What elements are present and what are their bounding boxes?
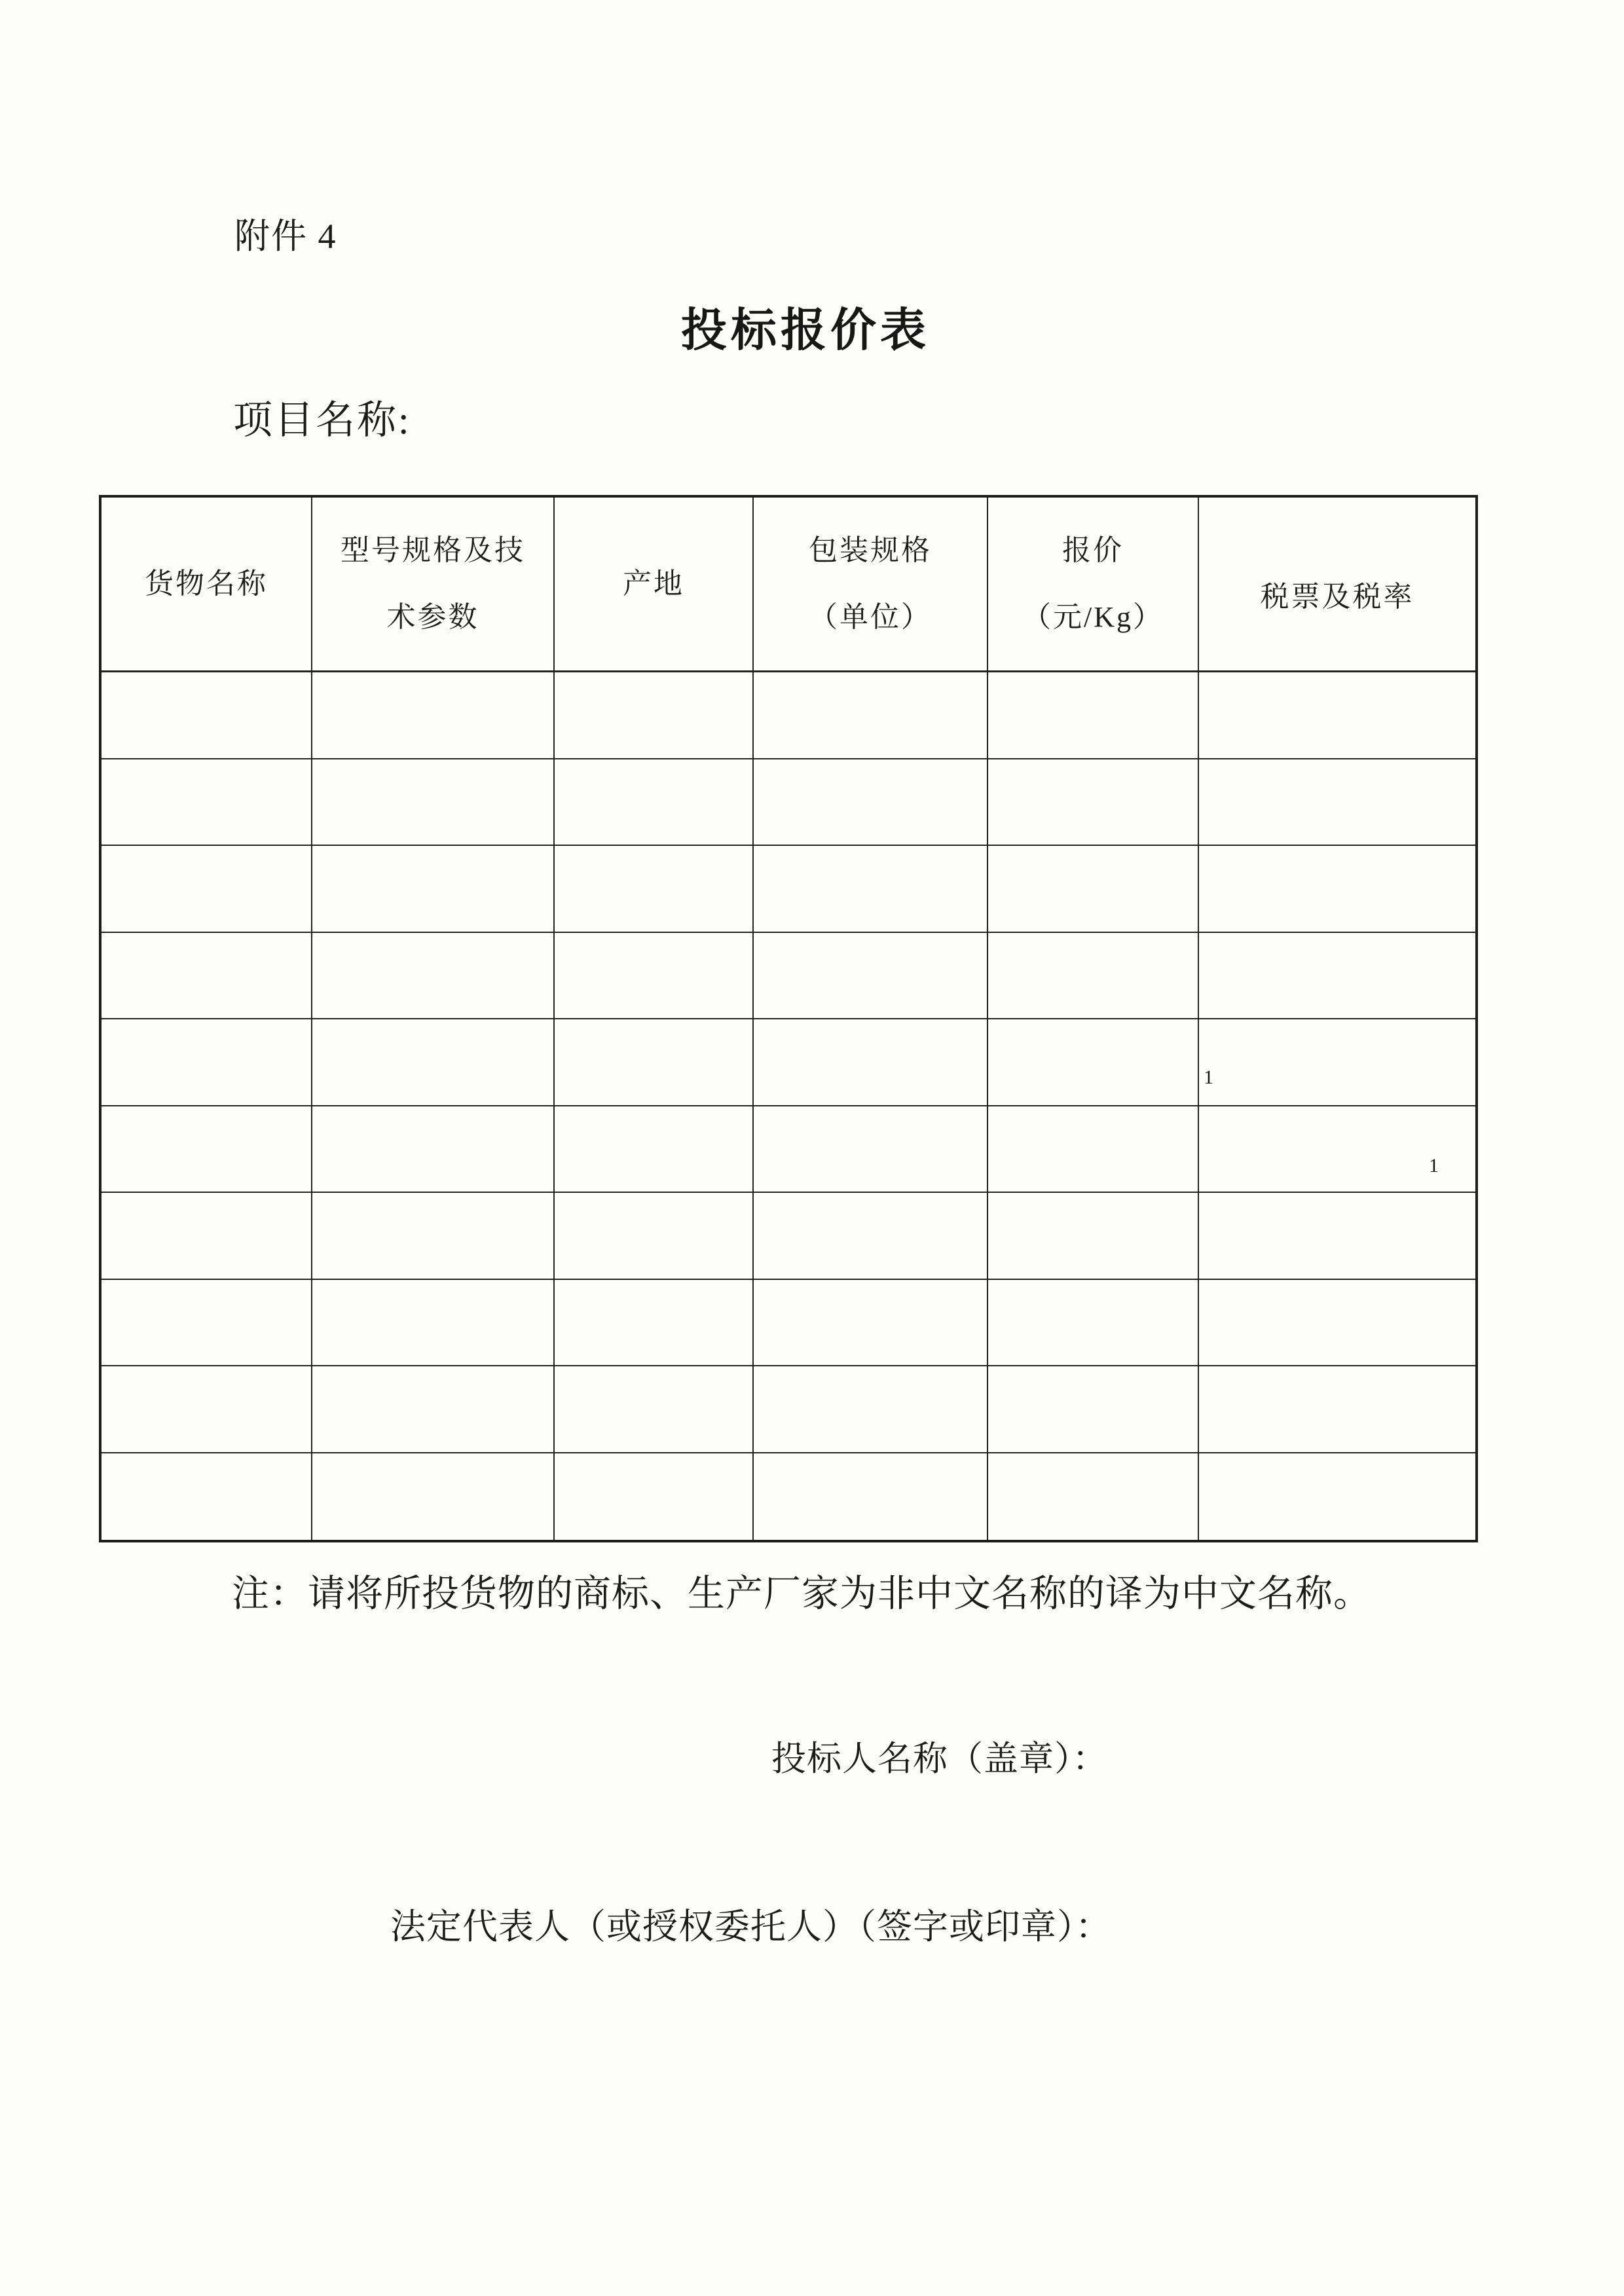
column-header-line: 税票及税率 (1260, 580, 1414, 613)
column-header-goods-name (101, 498, 312, 672)
empty-cell (101, 1019, 312, 1106)
empty-cell (988, 672, 1199, 759)
stray-mark: 1 (1204, 1066, 1213, 1088)
empty-cell (1199, 1193, 1475, 1280)
empty-cell (754, 1106, 988, 1194)
empty-cell (555, 1280, 754, 1367)
empty-cell (312, 1193, 555, 1280)
note-text: 注：请将所投货物的商标、生产厂家为非中文名称的译为中文名称。 (232, 1573, 1371, 1614)
empty-cell (988, 1193, 1199, 1280)
empty-cell (101, 1280, 312, 1367)
page-title: 投标报价表 (681, 306, 930, 356)
empty-cell (988, 1280, 1199, 1367)
empty-cell (555, 1019, 754, 1106)
empty-cell (754, 1193, 988, 1280)
empty-cell (1199, 1453, 1475, 1540)
empty-cell (754, 672, 988, 759)
empty-cell (988, 759, 1199, 847)
column-header-origin (555, 498, 754, 672)
empty-cell (555, 1193, 754, 1280)
empty-cell (988, 1106, 1199, 1194)
empty-cell (312, 1366, 555, 1453)
empty-cell (754, 933, 988, 1020)
empty-cell (988, 1019, 1199, 1106)
column-header-tax (1199, 498, 1475, 672)
empty-cell (754, 759, 988, 847)
empty-cell (1199, 1366, 1475, 1453)
quote-table (99, 495, 1478, 1542)
empty-cell (754, 846, 988, 933)
empty-cell (754, 1366, 988, 1453)
empty-cell (101, 759, 312, 847)
empty-cell (312, 1019, 555, 1106)
stray-mark: 1 (1429, 1155, 1439, 1176)
empty-cell (1199, 672, 1475, 759)
empty-cell (988, 1453, 1199, 1540)
column-header-line: 术参数 (386, 601, 479, 633)
empty-cell (555, 759, 754, 847)
empty-cell (555, 846, 754, 933)
empty-cell (555, 672, 754, 759)
empty-cell (555, 1106, 754, 1194)
column-header-line: 货物名称 (145, 567, 268, 600)
bidder-seal-label: 投标人名称（盖章）： (771, 1740, 1108, 1778)
column-header-packaging-spec (754, 498, 988, 672)
column-header-line: 报价 (1062, 534, 1124, 566)
empty-cell (312, 759, 555, 847)
column-header-line: 包装规格 (809, 534, 932, 566)
column-header-line: （单位） (809, 601, 932, 633)
empty-cell (101, 846, 312, 933)
empty-cell (754, 1453, 988, 1540)
empty-cell (1199, 1106, 1475, 1194)
empty-cell (101, 1106, 312, 1194)
empty-cell (101, 1453, 312, 1540)
empty-cell (312, 672, 555, 759)
empty-cell (101, 1193, 312, 1280)
empty-cell (1199, 933, 1475, 1020)
attachment-label: 附件 4 (234, 217, 337, 256)
empty-cell (101, 672, 312, 759)
empty-cell (1199, 759, 1475, 847)
empty-cell (312, 1106, 555, 1194)
empty-cell (988, 933, 1199, 1020)
column-header-model-spec (312, 498, 555, 672)
empty-cell (1199, 1280, 1475, 1367)
empty-cell (312, 1453, 555, 1540)
column-header-line: （元/Kg） (1022, 601, 1164, 633)
empty-cell (312, 846, 555, 933)
empty-cell (1199, 1019, 1475, 1106)
empty-cell (101, 933, 312, 1020)
empty-cell (312, 933, 555, 1020)
empty-cell (1199, 846, 1475, 933)
empty-cell (988, 1366, 1199, 1453)
empty-cell (988, 846, 1199, 933)
empty-cell (555, 1366, 754, 1453)
legal-representative-label: 法定代表人（或授权委托人）（签字或印章）： (390, 1907, 1111, 1946)
empty-cell (754, 1019, 988, 1106)
empty-cell (555, 933, 754, 1020)
column-header-price (988, 498, 1199, 672)
project-name-label: 项目名称: (233, 399, 411, 442)
empty-cell (312, 1280, 555, 1367)
empty-cell (101, 1366, 312, 1453)
empty-cell (754, 1280, 988, 1367)
column-header-line: 型号规格及技 (341, 534, 525, 566)
empty-cell (555, 1453, 754, 1540)
column-header-line: 产地 (623, 567, 684, 600)
